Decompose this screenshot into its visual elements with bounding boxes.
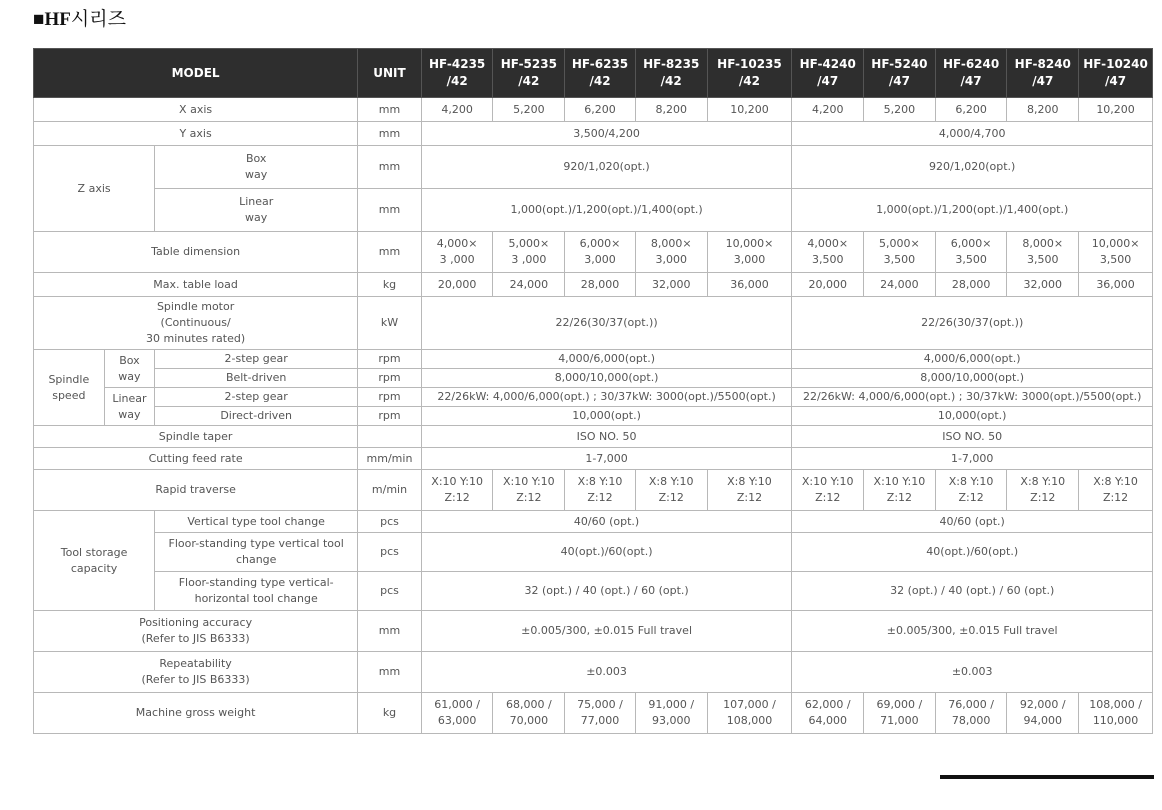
value-cell: X:10 Y:10 Z:12 <box>792 470 864 511</box>
unit-cell: rpm <box>358 388 422 407</box>
sub-label: 2-step gear <box>155 350 358 369</box>
value-cell: 107,000 / 108,000 <box>707 693 792 734</box>
value-cell: X:8 Y:10 Z:12 <box>635 470 707 511</box>
unit-cell: mm <box>358 98 422 122</box>
value-cell: X:10 Y:10 Z:12 <box>493 470 565 511</box>
value-cell: 8,200 <box>1007 98 1079 122</box>
model-header-cell: HF-8235 /42 <box>635 49 707 98</box>
unit-cell: mm <box>358 189 422 232</box>
group-value-cell: 1-7,000 <box>421 448 792 470</box>
value-cell: 5,200 <box>493 98 565 122</box>
value-cell: 20,000 <box>792 273 864 297</box>
unit-cell: pcs <box>358 511 422 533</box>
table-row <box>34 448 1153 470</box>
table-row <box>34 122 1153 146</box>
group-value-cell: 1,000(opt.)/1,200(opt.)/1,400(opt.) <box>792 189 1153 232</box>
table-row <box>34 388 1153 407</box>
value-cell: 68,000 / 70,000 <box>493 693 565 734</box>
model-header-cell: HF-4240 /47 <box>792 49 864 98</box>
value-cell: 6,200 <box>565 98 636 122</box>
value-cell: 32,000 <box>635 273 707 297</box>
group-value-cell: ISO NO. 50 <box>792 426 1153 448</box>
value-cell: 28,000 <box>565 273 636 297</box>
unit-cell: rpm <box>358 407 422 426</box>
value-cell: 92,000 / 94,000 <box>1007 693 1079 734</box>
unit-cell: mm <box>358 232 422 273</box>
model-header: MODEL <box>34 49 358 98</box>
table-row <box>34 693 1153 734</box>
table-row <box>34 98 1153 122</box>
table-row <box>34 470 1153 511</box>
value-cell: 32,000 <box>1007 273 1079 297</box>
group-value-cell: 4,000/6,000(opt.) <box>792 350 1153 369</box>
unit-cell: m/min <box>358 470 422 511</box>
group-value-cell: 22/26(30/37(opt.)) <box>421 297 792 350</box>
model-header-cell: HF-6235 /42 <box>565 49 636 98</box>
value-cell: 4,000× 3,500 <box>792 232 864 273</box>
model-header-cell: HF-5235 /42 <box>493 49 565 98</box>
value-cell: 8,200 <box>635 98 707 122</box>
unit-cell: pcs <box>358 533 422 572</box>
value-cell: 10,200 <box>1079 98 1153 122</box>
value-cell: X:8 Y:10 Z:12 <box>1079 470 1153 511</box>
group-value-cell: ±0.005/300, ±0.015 Full travel <box>421 611 792 652</box>
group-value-cell: 40(opt.)/60(opt.) <box>421 533 792 572</box>
sub-label: Direct-driven <box>155 407 358 426</box>
value-cell: X:10 Y:10 Z:12 <box>421 470 493 511</box>
group-value-cell: 40/60 (opt.) <box>792 511 1153 533</box>
group-value-cell: 1,000(opt.)/1,200(opt.)/1,400(opt.) <box>421 189 792 232</box>
value-cell: 91,000 / 93,000 <box>635 693 707 734</box>
value-cell: 20,000 <box>421 273 493 297</box>
unit-cell: kg <box>358 693 422 734</box>
crop-edge-bar <box>940 775 1154 779</box>
sub-label: Vertical type tool change <box>155 511 358 533</box>
model-header-cell: HF-8240 /47 <box>1007 49 1079 98</box>
value-cell: 4,200 <box>792 98 864 122</box>
group-value-cell: ±0.003 <box>421 652 792 693</box>
row-label: Table dimension <box>34 232 358 273</box>
value-cell: 5,000× 3 ,000 <box>493 232 565 273</box>
unit-cell <box>358 426 422 448</box>
value-cell: 36,000 <box>1079 273 1153 297</box>
value-cell: 10,000× 3,500 <box>1079 232 1153 273</box>
value-cell: 10,200 <box>707 98 792 122</box>
group-value-cell: 22/26kW: 4,000/6,000(opt.) ; 30/37kW: 3000(opt.)/5500(opt.) <box>421 388 792 407</box>
group-value-cell: 920/1,020(opt.) <box>421 146 792 189</box>
sub-label: 2-step gear <box>155 388 358 407</box>
group-value-cell: 22/26kW: 4,000/6,000(opt.) ; 30/37kW: 3000(opt.)/5500(opt.) <box>792 388 1153 407</box>
table-row <box>34 369 1153 388</box>
row-label: Spindle motor (Continuous/ 30 minutes rated) <box>34 297 358 350</box>
page-title: ■HF시리즈 <box>33 9 126 30</box>
table-row <box>34 350 1153 369</box>
unit-cell: kg <box>358 273 422 297</box>
sub-label: Linear way <box>104 388 154 426</box>
sub-label: Box way <box>155 146 358 189</box>
group-value-cell: 4,000/6,000(opt.) <box>421 350 792 369</box>
table-row <box>34 652 1153 693</box>
unit-cell: rpm <box>358 369 422 388</box>
group-value-cell: ±0.005/300, ±0.015 Full travel <box>792 611 1153 652</box>
unit-cell: pcs <box>358 572 422 611</box>
row-label: Cutting feed rate <box>34 448 358 470</box>
group-value-cell: 32 (opt.) / 40 (opt.) / 60 (opt.) <box>792 572 1153 611</box>
table-row <box>34 572 1153 611</box>
unit-cell: mm/min <box>358 448 422 470</box>
table-row <box>34 533 1153 572</box>
row-label: Rapid traverse <box>34 470 358 511</box>
value-cell: 5,200 <box>864 98 936 122</box>
value-cell: 24,000 <box>864 273 936 297</box>
row-label: X axis <box>34 98 358 122</box>
value-cell: X:10 Y:10 Z:12 <box>864 470 936 511</box>
model-header-cell: HF-10235 /42 <box>707 49 792 98</box>
model-header-cell: HF-6240 /47 <box>935 49 1007 98</box>
table-row <box>34 426 1153 448</box>
table-row <box>34 189 1153 232</box>
group-value-cell: ISO NO. 50 <box>421 426 792 448</box>
value-cell: X:8 Y:10 Z:12 <box>707 470 792 511</box>
table-row <box>34 297 1153 350</box>
value-cell: 4,200 <box>421 98 493 122</box>
unit-cell: mm <box>358 652 422 693</box>
unit-header: UNIT <box>358 49 422 98</box>
table-row <box>34 407 1153 426</box>
value-cell: 69,000 / 71,000 <box>864 693 936 734</box>
value-cell: 4,000× 3 ,000 <box>421 232 493 273</box>
value-cell: 62,000 / 64,000 <box>792 693 864 734</box>
value-cell: X:8 Y:10 Z:12 <box>565 470 636 511</box>
row-label: Max. table load <box>34 273 358 297</box>
value-cell: 76,000 / 78,000 <box>935 693 1007 734</box>
group-value-cell: ±0.003 <box>792 652 1153 693</box>
table-row <box>34 273 1153 297</box>
unit-cell: rpm <box>358 350 422 369</box>
table-row <box>34 146 1153 189</box>
value-cell: 75,000 / 77,000 <box>565 693 636 734</box>
value-cell: 24,000 <box>493 273 565 297</box>
sub-label: Floor-standing type vertical tool change <box>155 533 358 572</box>
value-cell: 61,000 / 63,000 <box>421 693 493 734</box>
row-label: Spindle taper <box>34 426 358 448</box>
row-label: Tool storage capacity <box>34 511 155 611</box>
table-row <box>34 511 1153 533</box>
group-value-cell: 4,000/4,700 <box>792 122 1153 146</box>
row-label: Positioning accuracy (Refer to JIS B6333) <box>34 611 358 652</box>
row-label: Repeatability (Refer to JIS B6333) <box>34 652 358 693</box>
model-header-cell: HF-10240 /47 <box>1079 49 1153 98</box>
sub-label: Floor-standing type vertical- horizontal tool change <box>155 572 358 611</box>
group-value-cell: 8,000/10,000(opt.) <box>792 369 1153 388</box>
unit-cell: kW <box>358 297 422 350</box>
value-cell: 5,000× 3,500 <box>864 232 936 273</box>
value-cell: 28,000 <box>935 273 1007 297</box>
unit-cell: mm <box>358 146 422 189</box>
row-label: Z axis <box>34 146 155 232</box>
group-value-cell: 1-7,000 <box>792 448 1153 470</box>
group-value-cell: 40(opt.)/60(opt.) <box>792 533 1153 572</box>
group-value-cell: 22/26(30/37(opt.)) <box>792 297 1153 350</box>
value-cell: 36,000 <box>707 273 792 297</box>
model-header-cell: HF-4235 /42 <box>421 49 493 98</box>
table-row <box>34 232 1153 273</box>
header-row <box>34 49 1153 98</box>
value-cell: 8,000× 3,500 <box>1007 232 1079 273</box>
sub-label: Linear way <box>155 189 358 232</box>
group-value-cell: 10,000(opt.) <box>792 407 1153 426</box>
value-cell: 6,000× 3,000 <box>565 232 636 273</box>
sub-label: Belt-driven <box>155 369 358 388</box>
value-cell: 108,000 / 110,000 <box>1079 693 1153 734</box>
row-label: Spindle speed <box>34 350 105 426</box>
group-value-cell: 32 (opt.) / 40 (opt.) / 60 (opt.) <box>421 572 792 611</box>
group-value-cell: 8,000/10,000(opt.) <box>421 369 792 388</box>
row-label: Machine gross weight <box>34 693 358 734</box>
value-cell: 10,000× 3,000 <box>707 232 792 273</box>
row-label: Y axis <box>34 122 358 146</box>
value-cell: 6,200 <box>935 98 1007 122</box>
unit-cell: mm <box>358 611 422 652</box>
model-header-cell: HF-5240 /47 <box>864 49 936 98</box>
value-cell: 6,000× 3,500 <box>935 232 1007 273</box>
value-cell: 8,000× 3,000 <box>635 232 707 273</box>
group-value-cell: 40/60 (opt.) <box>421 511 792 533</box>
unit-cell: mm <box>358 122 422 146</box>
group-value-cell: 920/1,020(opt.) <box>792 146 1153 189</box>
sub-label: Box way <box>104 350 154 388</box>
value-cell: X:8 Y:10 Z:12 <box>1007 470 1079 511</box>
group-value-cell: 10,000(opt.) <box>421 407 792 426</box>
table-row <box>34 611 1153 652</box>
value-cell: X:8 Y:10 Z:12 <box>935 470 1007 511</box>
group-value-cell: 3,500/4,200 <box>421 122 792 146</box>
spec-table <box>33 48 1153 734</box>
